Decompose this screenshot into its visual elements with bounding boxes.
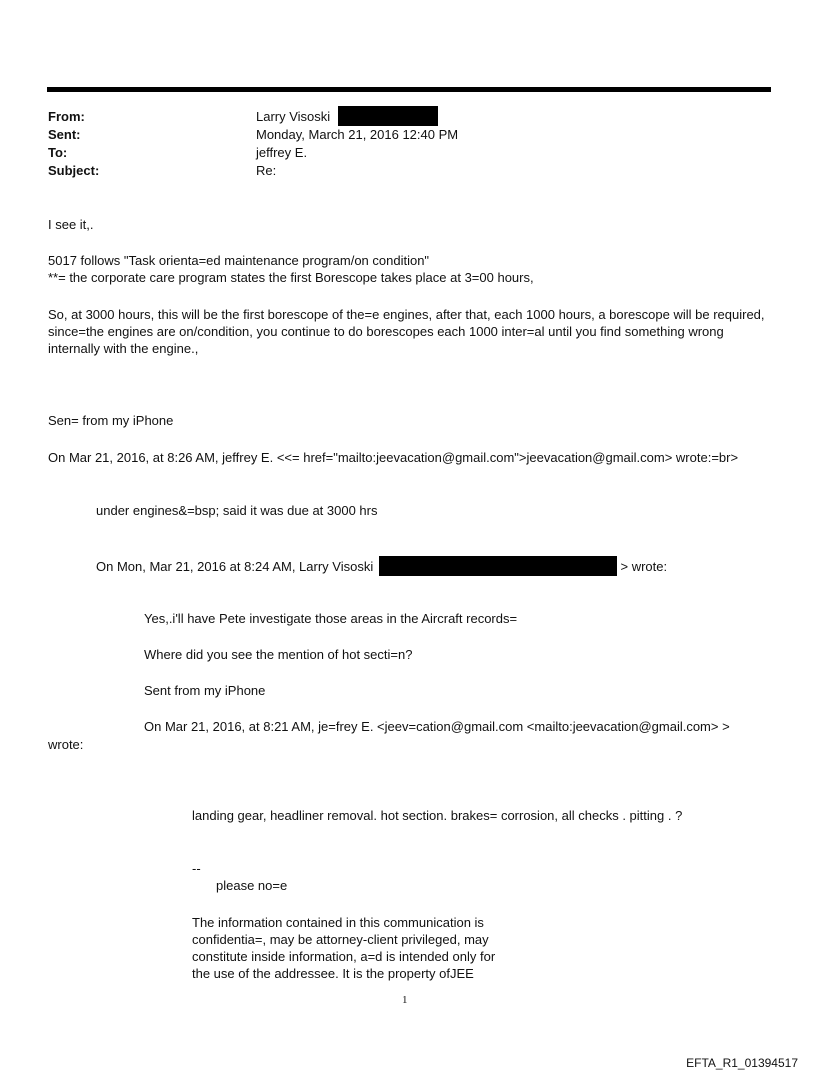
from-value [256,106,438,126]
confidentiality-notice [192,914,532,982]
from-name: Larry Visoski [256,109,331,124]
body-line: 5017 follows "Task orienta=ed maintenance program/on condition" [48,253,430,268]
body-line: I see it,. [48,217,94,232]
body-paragraph: So, at 3000 hours, this will be the first borescope of the=e engines, after that, each 1000 hours, a borescope will be required, since=the engines are on/condition, you continue to do borescopes each 1000 inter=al until you find something wrong internally with the engine., [48,307,765,356]
notice-line: constitute inside information, a=d is intended only for [192,949,496,964]
from-label: From: [48,109,85,124]
body-line: Sen= from my iPhone [48,413,174,428]
redaction-block [338,106,438,126]
to-value: jeffrey E. [256,145,308,160]
quoted-line: under engines&=bsp; said it was due at 3000 hrs [96,503,378,518]
quoted-line: landing gear, headliner removal. hot section. brakes= corrosion, all checks . pitting . ? [192,808,683,823]
subject-label: Subject: [48,163,100,178]
to-label: To: [48,145,68,160]
quote-header: On Mar 21, 2016, at 8:26 AM, jeffrey E. <<= href="mailto:jeevacation@gmail.com">jeevacation@gmail.com> wrote:=br> [48,450,739,465]
body-line: **= the corporate care program states the first Borescope takes place at 3=00 hours, [48,270,534,285]
quoted-line: Sent from my iPhone [144,683,266,698]
quote-header [96,556,667,576]
quote-header-wrap: wrote: [48,737,84,752]
subject-value: Re: [256,163,277,178]
quoted-line: Yes,.i'll have Pete investigate those areas in the Aircraft records= [144,611,518,626]
signature-separator: -- [192,861,201,876]
page-number: 1 [402,994,408,1006]
quote-header-text: On Mon, Mar 21, 2016 at 8:24 AM, Larry Visoski [96,559,374,574]
notice-line: the use of the addressee. It is the property ofJEE [192,966,474,981]
bates-number: EFTA_R1_01394517 [686,1056,798,1070]
signature-line: please no=e [216,878,288,893]
quote-header: On Mar 21, 2016, at 8:21 AM, je=frey E. <jeev=cation@gmail.com <mailto:jeevacation@gmail.com> > [144,719,730,734]
notice-line: confidentia=, may be attorney-client privileged, may [192,932,489,947]
notice-line: The information contained in this communication is [192,915,484,930]
redaction-block [379,556,617,576]
sent-label: Sent: [48,127,81,142]
header-rule [47,87,771,92]
sent-value: Monday, March 21, 2016 12:40 PM [256,127,459,142]
quoted-line: Where did you see the mention of hot secti=n? [144,647,413,662]
quote-header-suffix: > wrote: [620,559,668,574]
